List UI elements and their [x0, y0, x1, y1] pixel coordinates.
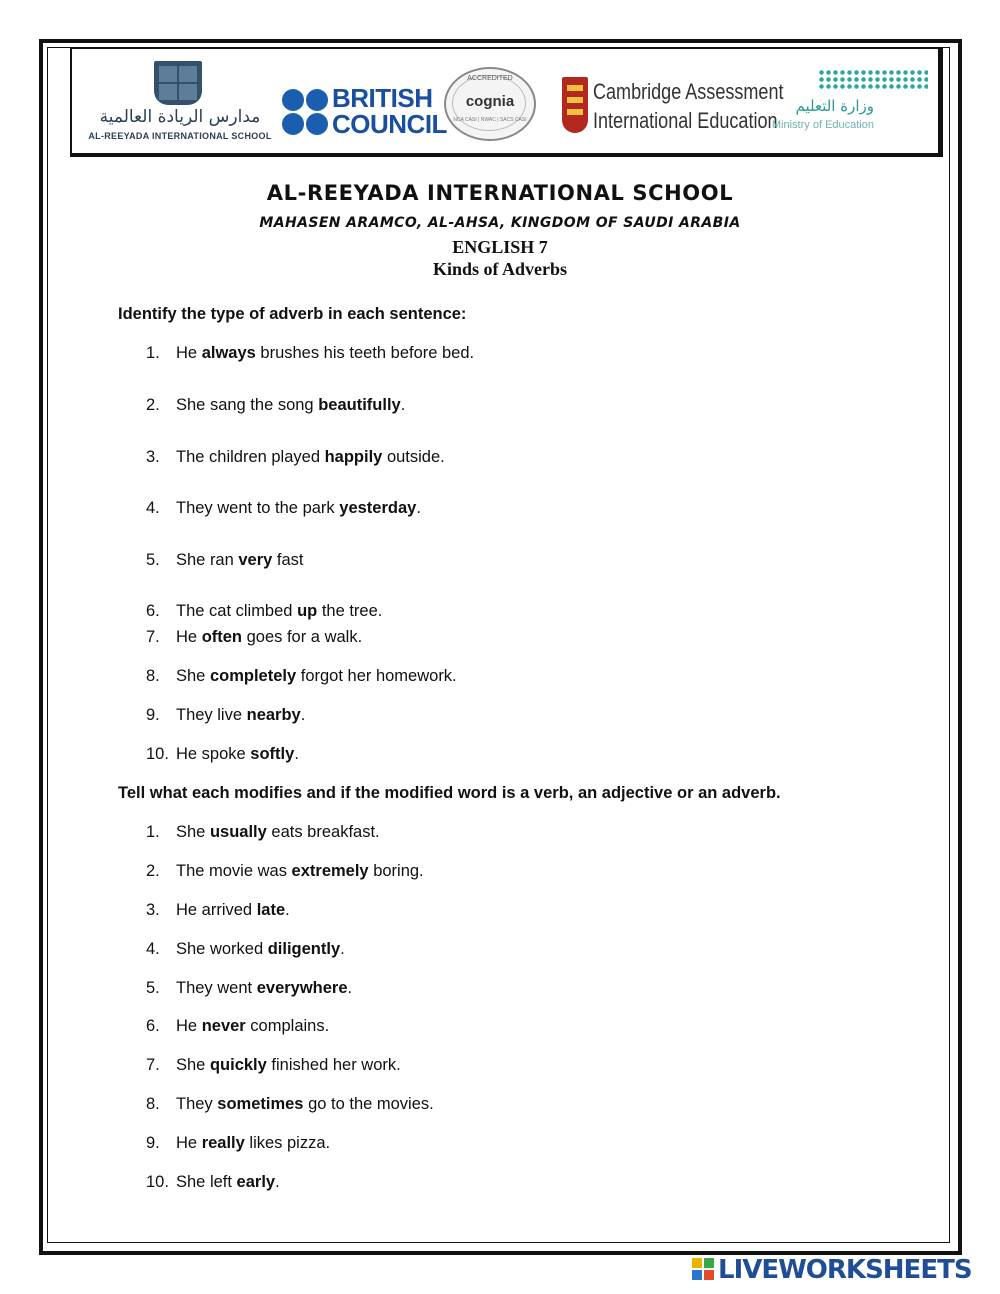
s1-item: 9. They live nearby. [146, 706, 306, 724]
school-location: MAHASEN ARAMCO, AL-AHSA, KINGDOM OF SAUDI ARABIA [259, 215, 741, 231]
cambridge-line1: Cambridge Assessment [593, 79, 784, 104]
s2-item: 4. She worked diligently. [146, 940, 345, 958]
s2-item: 10. She left early. [146, 1173, 280, 1191]
school-title: AL-REEYADA INTERNATIONAL SCHOOL [266, 181, 734, 205]
cognia-bottom: NCA CASI | NWAC | SACS CASI [453, 117, 527, 123]
s2-item: 6. He never complains. [146, 1017, 330, 1035]
s2-item: 9. He really likes pizza. [146, 1134, 331, 1152]
s2-item: 5. They went everywhere. [146, 979, 353, 997]
s1-item: 1. He always brushes his teeth before bed. [146, 344, 475, 362]
cognia-logo [444, 67, 536, 141]
cambridge-line2: International Education [593, 108, 778, 133]
s2-item: 7. She quickly finished her work. [146, 1056, 401, 1074]
s1-item: 3. The children played happily outside. [146, 448, 445, 466]
subject-title: ENGLISH 7 [452, 237, 548, 257]
reeyada-school-logo [80, 59, 280, 147]
liveworksheets-text: LIVEWORKSHEETS [718, 1255, 972, 1285]
british-council-logo [282, 83, 447, 141]
s2-item: 3. He arrived late. [146, 901, 290, 919]
section1-instruction: Identify the type of adverb in each sentence: [118, 305, 467, 323]
s2-item: 8. They sometimes go to the movies. [146, 1095, 434, 1113]
ministry-pattern-icon [818, 69, 928, 91]
s1-item: 4. They went to the park yesterday. [146, 499, 421, 517]
topic-title: Kinds of Adverbs [432, 259, 568, 279]
school-arabic-name: مدارس الريادة العالمية [99, 107, 261, 127]
school-english-name: AL-REEYADA INTERNATIONAL SCHOOL [88, 131, 272, 141]
section2-instruction: Tell what each modifies and if the modified word is a verb, an adjective or an adverb. [118, 784, 781, 802]
ministry-of-education-logo [762, 69, 932, 139]
ministry-arabic: وزارة التعليم [795, 97, 874, 115]
ministry-english: Ministry of Education [771, 119, 874, 131]
s1-item: 6. The cat climbed up the tree. [146, 602, 383, 620]
school-shield-icon [154, 61, 202, 105]
s2-item: 2. The movie was extremely boring. [146, 862, 424, 880]
logo-banner [70, 47, 943, 157]
s1-item: 8. She completely forgot her homework. [146, 667, 457, 685]
liveworksheets-brand[interactable] [692, 1254, 992, 1286]
s2-item: 1. She usually eats breakfast. [146, 823, 380, 841]
cambridge-crest-icon [562, 77, 588, 133]
cambridge-logo [562, 77, 784, 137]
cognia-accredited: ACCREDITED [467, 75, 513, 82]
s1-item: 10. He spoke softly. [146, 745, 299, 763]
cognia-name: cognia [465, 93, 515, 110]
british-council-line2: COUNCIL [332, 109, 447, 139]
s1-item: 7. He often goes for a walk. [146, 628, 363, 646]
s1-item: 5. She ran very fast [146, 551, 304, 569]
s1-item: 2. She sang the song beautifully. [146, 396, 406, 414]
british-council-dots-icon [282, 89, 330, 137]
liveworksheets-icon [692, 1258, 714, 1280]
british-council-line1: BRITISH [332, 83, 433, 113]
